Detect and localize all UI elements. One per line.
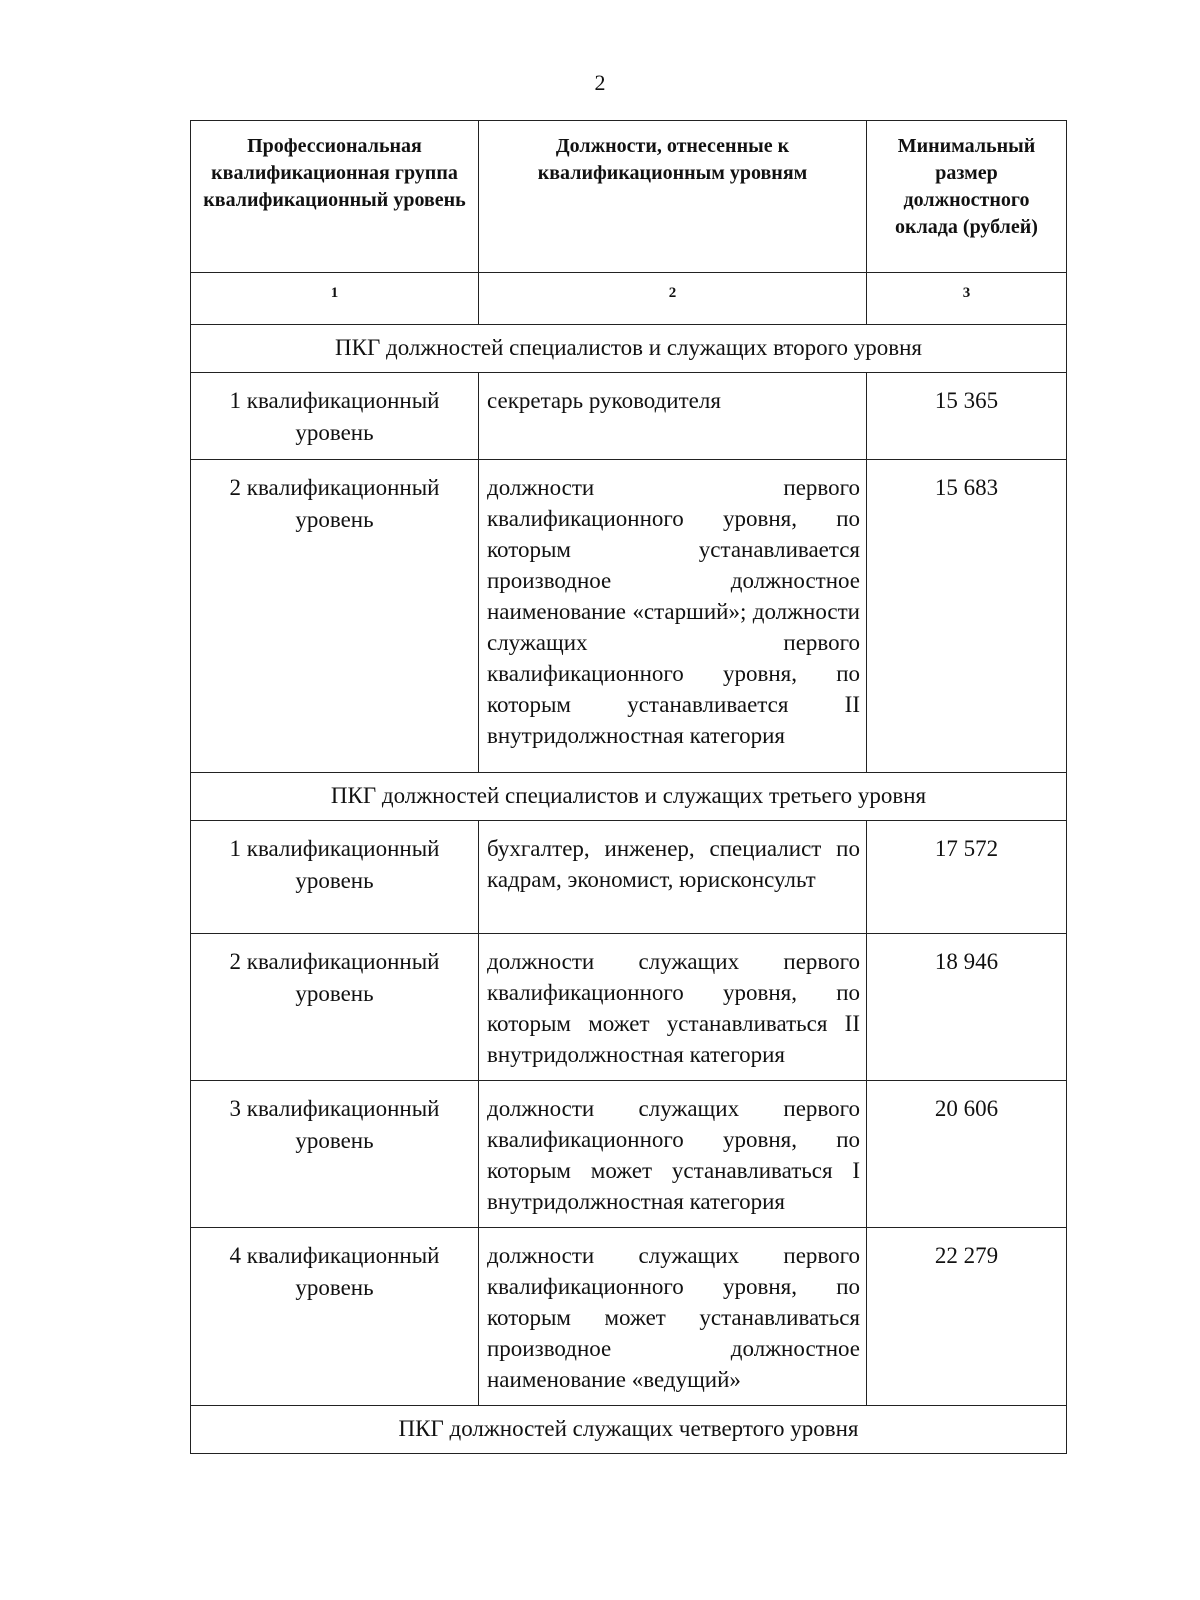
positions-text: должности первого квалификационного уровня, по которым устанавливается производное должностное наименование «старший»; должности служащих первого квалификационного уровня, по которым устанавливается II внутридолжностная категория (479, 460, 867, 773)
column-number: 2 (479, 273, 867, 325)
table-row (191, 460, 1067, 773)
header-positions: Должности, отнесенные к квалификационным уровням (479, 121, 867, 273)
group-title-row (191, 1406, 1067, 1454)
column-number: 3 (867, 273, 1067, 325)
header-row (191, 121, 1067, 273)
group-title-row (191, 773, 1067, 821)
table-row (191, 373, 1067, 460)
qualification-level: 1 квалификационный уровень (191, 373, 479, 460)
salary-value: 15 365 (867, 373, 1067, 460)
positions-text: секретарь руководителя (479, 373, 867, 460)
qualification-level: 2 квалификационный уровень (191, 460, 479, 773)
header-min-salary: Минимальный размер должностного оклада (рублей) (867, 121, 1067, 273)
salary-value: 22 279 (867, 1228, 1067, 1406)
table-row (191, 1228, 1067, 1406)
qualification-level: 4 квалификационный уровень (191, 1228, 479, 1406)
positions-text: бухгалтер, инженер, специалист по кадрам, экономист, юрисконсульт (479, 821, 867, 934)
group-title: ПКГ должностей специалистов и служащих третьего уровня (191, 773, 1067, 821)
positions-text: должности служащих первого квалификационного уровня, по которым может устанавливаться I внутридолжностная категория (479, 1081, 867, 1228)
table-row (191, 1081, 1067, 1228)
column-number: 1 (191, 273, 479, 325)
table-row (191, 821, 1067, 934)
positions-text: должности служащих первого квалификационного уровня, по которым может устанавливаться II внутридолжностная категория (479, 934, 867, 1081)
group-title: ПКГ должностей специалистов и служащих второго уровня (191, 325, 1067, 373)
table-body (191, 325, 1067, 1454)
salary-value: 15 683 (867, 460, 1067, 773)
header-qualification-group: Профессиональная квалификационная группа квалификационный уровень (191, 121, 479, 273)
salary-table (190, 120, 1067, 1454)
positions-text: должности служащих первого квалификационного уровня, по которым может устанавливаться производное должностное наименование «ведущий» (479, 1228, 867, 1406)
salary-value: 20 606 (867, 1081, 1067, 1228)
column-number-row (191, 273, 1067, 325)
salary-value: 18 946 (867, 934, 1067, 1081)
group-title-row (191, 325, 1067, 373)
page-number: 2 (594, 70, 606, 95)
table-header (191, 121, 1067, 325)
table-row (191, 934, 1067, 1081)
qualification-level: 1 квалификационный уровень (191, 821, 479, 934)
salary-value: 17 572 (867, 821, 1067, 934)
group-title: ПКГ должностей служащих четвертого уровня (191, 1406, 1067, 1454)
qualification-level: 3 квалификационный уровень (191, 1081, 479, 1228)
qualification-level: 2 квалификационный уровень (191, 934, 479, 1081)
